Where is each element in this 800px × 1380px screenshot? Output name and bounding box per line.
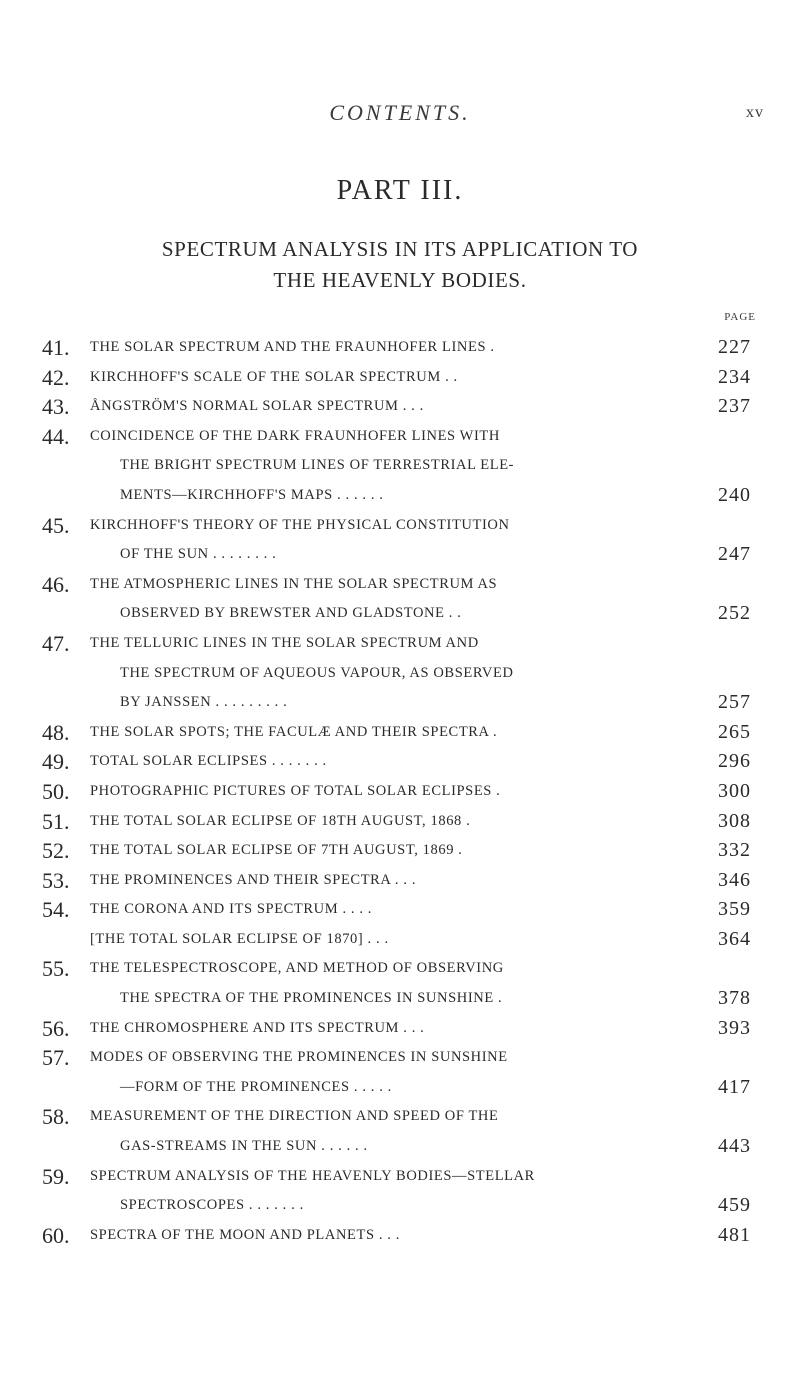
chapter-page: 346 [718, 868, 751, 891]
toc-entry-line [0, 1073, 800, 1103]
chapter-title: TOTAL SOLAR ECLIPSES . . . . . . . [90, 753, 327, 770]
toc-entry [0, 570, 800, 629]
toc-entry-line [0, 599, 800, 629]
section-title [0, 234, 800, 296]
page-column-label: PAGE [724, 311, 756, 323]
toc-entry-line [0, 747, 800, 777]
toc-entry [0, 1102, 800, 1161]
chapter-number: 48. [42, 719, 70, 745]
toc-entry-line [0, 895, 800, 925]
chapter-title: THE BRIGHT SPECTRUM LINES OF TERRESTRIAL ELE- [120, 457, 515, 474]
chapter-page: 252 [718, 602, 751, 625]
chapter-page: 308 [718, 809, 751, 832]
chapter-number: 53. [42, 867, 70, 893]
toc-entry-line [0, 422, 800, 452]
chapter-page: 240 [718, 483, 751, 506]
chapter-title: ÅNGSTRÖM'S NORMAL SOLAR SPECTRUM . . . [90, 398, 424, 415]
toc-entry [0, 866, 800, 896]
chapter-number: 42. [42, 364, 70, 390]
toc-entry-line [0, 1043, 800, 1073]
chapter-title: OBSERVED BY BREWSTER AND GLADSTONE . . [120, 605, 462, 622]
chapter-page: 332 [718, 839, 751, 862]
chapter-number: 60. [42, 1222, 70, 1248]
toc-entry-line [0, 363, 800, 393]
toc-entry-line [0, 836, 800, 866]
toc-entry [0, 954, 800, 1013]
running-title: CONTENTS. [329, 100, 471, 125]
toc-entry-line [0, 1221, 800, 1251]
chapter-title: THE TELLURIC LINES IN THE SOLAR SPECTRUM AND [90, 634, 479, 651]
toc-entry [0, 718, 800, 748]
toc-entry-line [0, 451, 800, 481]
chapter-number: 41. [42, 335, 70, 360]
chapter-title: MENTS—KIRCHHOFF'S MAPS . . . . . . [120, 486, 384, 503]
toc-entry-line [0, 984, 800, 1014]
chapter-title: THE SPECTRA OF THE PROMINENCES IN SUNSHINE . [120, 990, 503, 1007]
toc-entry [0, 925, 800, 955]
chapter-title: SPECTRUM ANALYSIS OF THE HEAVENLY BODIES—STELLAR [90, 1167, 535, 1184]
toc-entry [0, 392, 800, 422]
toc-entry [0, 747, 800, 777]
chapter-title: KIRCHHOFF'S SCALE OF THE SOLAR SPECTRUM . . [90, 368, 458, 385]
toc-entry [0, 1014, 800, 1044]
chapter-title: THE TELESPECTROSCOPE, AND METHOD OF OBSERVING [90, 960, 504, 977]
chapter-page: 393 [718, 1016, 751, 1039]
chapter-title: THE SPECTRUM OF AQUEOUS VAPOUR, AS OBSERVED [120, 664, 514, 681]
chapter-page: 443 [718, 1135, 751, 1158]
chapter-page: 265 [718, 720, 751, 743]
chapter-title: BY JANSSEN . . . . . . . . . [120, 694, 288, 711]
chapter-number: 56. [42, 1015, 70, 1041]
chapter-page: 234 [718, 365, 751, 388]
chapter-title: PHOTOGRAPHIC PICTURES OF TOTAL SOLAR ECLIPSES . [90, 782, 501, 799]
chapter-number: 55. [42, 956, 70, 982]
chapter-page: 378 [718, 987, 751, 1010]
running-head [0, 100, 800, 130]
toc-entry [0, 629, 800, 718]
chapter-title: SPECTRA OF THE MOON AND PLANETS . . . [90, 1226, 400, 1243]
toc-entry-line [0, 659, 800, 689]
toc-entry-line [0, 333, 800, 363]
toc-entry-line [0, 540, 800, 570]
chapter-title: OF THE SUN . . . . . . . . [120, 546, 277, 563]
table-of-contents [0, 333, 800, 1250]
chapter-title: COINCIDENCE OF THE DARK FRAUNHOFER LINES WITH [90, 427, 500, 444]
chapter-page: 257 [718, 691, 751, 714]
chapter-page: 247 [718, 543, 751, 566]
chapter-page: 359 [718, 898, 751, 921]
chapter-number: 49. [42, 749, 70, 775]
chapter-page: 364 [718, 927, 751, 950]
chapter-page: 417 [718, 1075, 751, 1098]
chapter-title: KIRCHHOFF'S THEORY OF THE PHYSICAL CONSTITUTION [90, 516, 510, 533]
page-number: xv [746, 104, 764, 121]
toc-entry-line [0, 1191, 800, 1221]
chapter-title: THE TOTAL SOLAR ECLIPSE OF 18TH AUGUST, 1868 . [90, 812, 471, 829]
chapter-title: THE SOLAR SPOTS; THE FACULÆ AND THEIR SPECTRA . [90, 723, 498, 740]
toc-entry [0, 422, 800, 511]
toc-entry-line [0, 807, 800, 837]
chapter-title: THE TOTAL SOLAR ECLIPSE OF 7TH AUGUST, 1869 . [90, 842, 463, 859]
toc-entry-line [0, 1014, 800, 1044]
toc-entry-line [0, 777, 800, 807]
chapter-number: 43. [42, 394, 70, 420]
part-title: PART III. [336, 175, 464, 206]
chapter-number: 54. [42, 897, 70, 923]
chapter-title: [THE TOTAL SOLAR ECLIPSE OF 1870] . . . [90, 930, 389, 947]
toc-entry [0, 333, 800, 363]
toc-entry [0, 1221, 800, 1251]
toc-entry-line [0, 392, 800, 422]
toc-entry-line [0, 1102, 800, 1132]
chapter-number: 58. [42, 1104, 70, 1130]
toc-entry [0, 807, 800, 837]
section-title-line-1: SPECTRUM ANALYSIS IN ITS APPLICATION TO [161, 237, 639, 261]
chapter-title: THE PROMINENCES AND THEIR SPECTRA . . . [90, 871, 417, 888]
chapter-title: MEASUREMENT OF THE DIRECTION AND SPEED OF THE [90, 1108, 499, 1125]
chapter-title: MODES OF OBSERVING THE PROMINENCES IN SUNSHINE [90, 1049, 508, 1066]
toc-entry-line [0, 511, 800, 541]
chapter-page: 227 [718, 336, 751, 358]
chapter-number: 47. [42, 630, 70, 656]
chapter-title: GAS-STREAMS IN THE SUN . . . . . . [120, 1138, 368, 1155]
toc-entry [0, 1162, 800, 1221]
toc-entry-line [0, 866, 800, 896]
toc-entry-line [0, 570, 800, 600]
chapter-number: 59. [42, 1163, 70, 1189]
chapter-number: 50. [42, 778, 70, 804]
chapter-page: 459 [718, 1194, 751, 1217]
chapter-title: —FORM OF THE PROMINENCES . . . . . [120, 1078, 392, 1095]
toc-entry-line [0, 1162, 800, 1192]
toc-entry-line [0, 481, 800, 511]
toc-entry-line [0, 925, 800, 955]
toc-entry-line [0, 629, 800, 659]
chapter-number: 45. [42, 512, 70, 538]
chapter-page: 296 [718, 750, 751, 773]
chapter-title: SPECTROSCOPES . . . . . . . [120, 1197, 304, 1214]
toc-entry [0, 836, 800, 866]
toc-entry [0, 1043, 800, 1102]
chapter-number: 44. [42, 423, 70, 449]
chapter-title: THE SOLAR SPECTRUM AND THE FRAUNHOFER LINES . [90, 339, 495, 355]
chapter-number: 57. [42, 1045, 70, 1071]
chapter-page: 300 [718, 779, 751, 802]
toc-entry-line [0, 1132, 800, 1162]
chapter-page: 237 [718, 395, 751, 418]
chapter-title: THE CHROMOSPHERE AND ITS SPECTRUM . . . [90, 1019, 425, 1036]
section-title-line-2: THE HEAVENLY BODIES. [273, 268, 527, 292]
chapter-title: THE CORONA AND ITS SPECTRUM . . . . [90, 901, 373, 918]
chapter-title: THE ATMOSPHERIC LINES IN THE SOLAR SPECTRUM AS [90, 575, 498, 592]
toc-entry [0, 777, 800, 807]
chapter-page: 481 [718, 1223, 751, 1246]
chapter-number: 46. [42, 571, 70, 597]
toc-entry [0, 895, 800, 925]
chapter-number: 52. [42, 838, 70, 864]
chapter-number: 51. [42, 808, 70, 834]
toc-entry [0, 363, 800, 393]
toc-entry [0, 511, 800, 570]
toc-entry-line [0, 718, 800, 748]
toc-entry-line [0, 954, 800, 984]
toc-entry-line [0, 688, 800, 718]
